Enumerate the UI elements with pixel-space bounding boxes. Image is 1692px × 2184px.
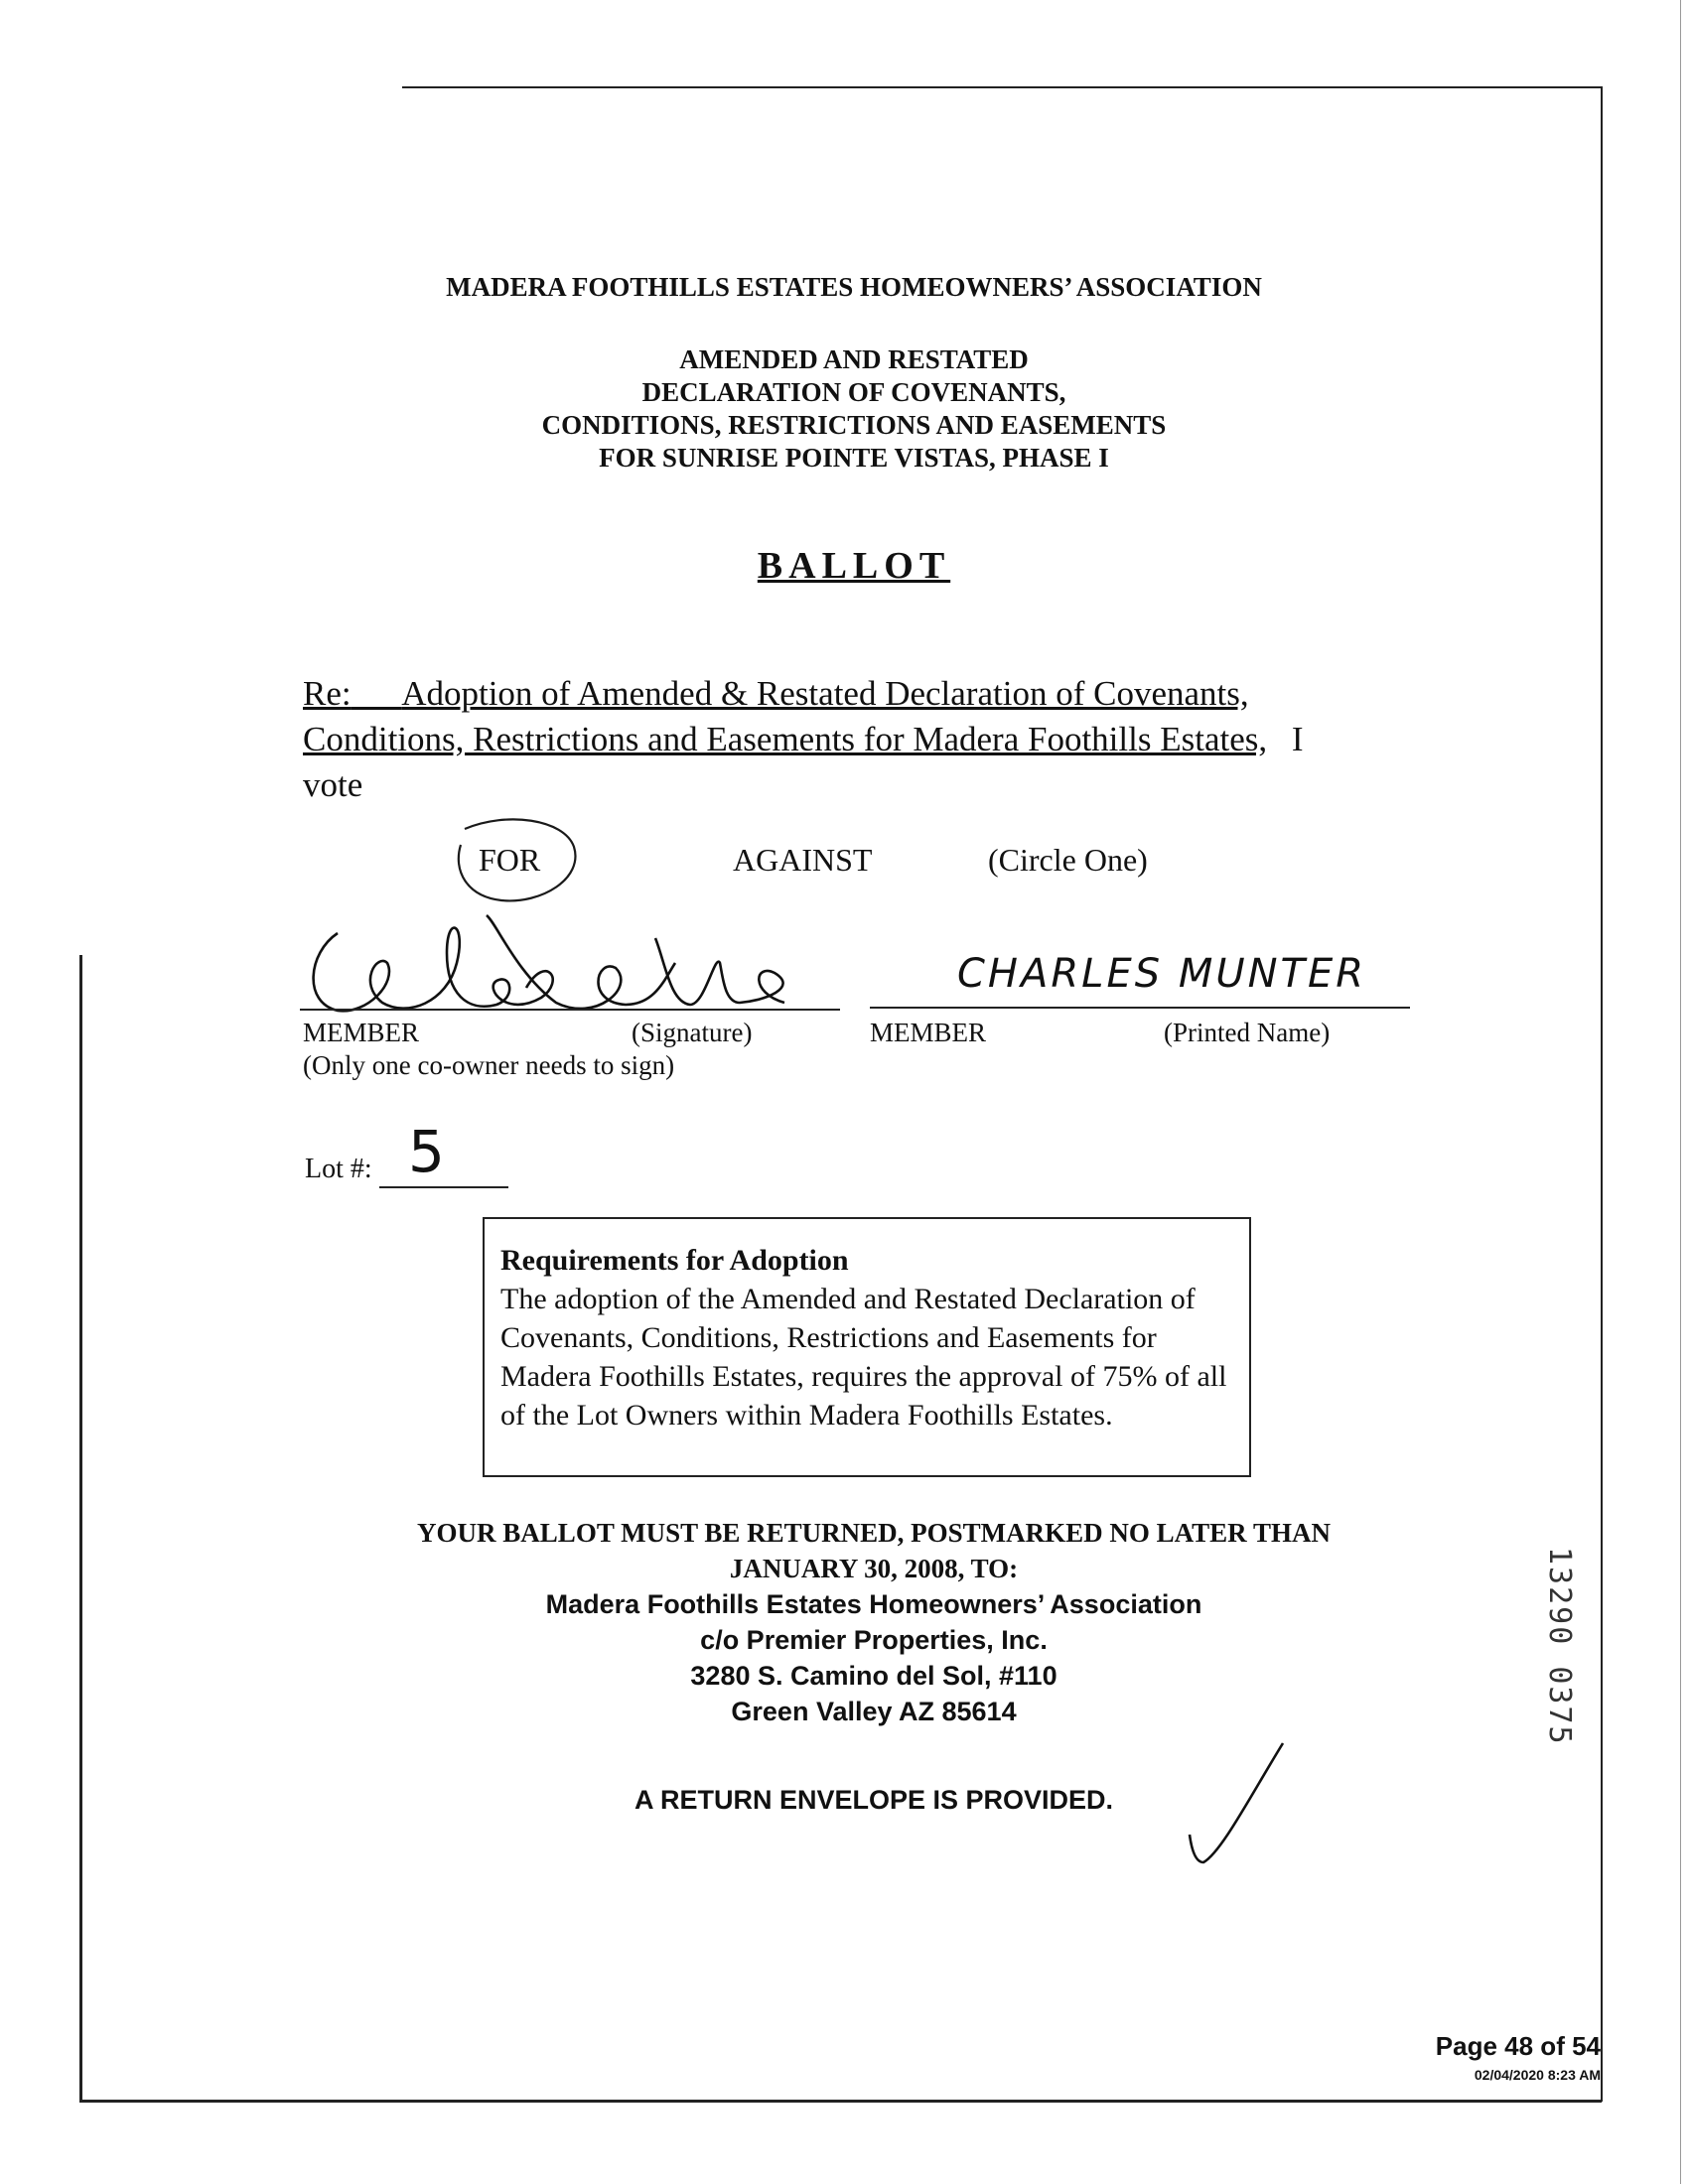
declaration-line: AMENDED AND RESTATED [679,344,1029,374]
signature-line [300,1009,840,1011]
member-signature [298,893,854,1032]
return-address-line: Madera Foothills Estates Homeowners’ Association [545,1589,1202,1619]
page-number: Page 48 of 54 [1435,2031,1601,2061]
page-frame-top [402,86,1602,88]
member-printed-label: MEMBER [870,1018,987,1047]
printed-name-value: CHARLES MUNTER [957,951,1367,997]
return-envelope-note: A RETURN ENVELOPE IS PROVIDED. [634,1785,1114,1815]
lot-value: 5 [408,1118,445,1185]
resolution-line-2-text: Conditions, Restrictions and Easements for Madera Foothills Estates, [303,720,1268,758]
declaration-title [298,343,1410,475]
page-frame-right [1601,86,1603,2102]
lot-number-handwriting [402,1110,482,1189]
return-address-line: c/o Premier Properties, Inc. [700,1625,1048,1655]
requirements-box [483,1217,1251,1477]
vote-option-against[interactable]: AGAINST [733,842,873,878]
resolution-line-2-tail: I [1291,720,1304,758]
printed-name-caption: (Printed Name) [1164,1018,1331,1047]
resolution-line-1 [303,671,1435,717]
check-mark [1182,1735,1291,1874]
page-frame-bottom [79,2100,1602,2103]
signature-caption: (Signature) [632,1018,753,1047]
page-timestamp: 02/04/2020 8:23 AM [1474,2067,1601,2083]
declaration-line: CONDITIONS, RESTRICTIONS AND EASEMENTS [541,410,1167,440]
declaration-line: DECLARATION OF COVENANTS, [641,377,1066,407]
return-address-line: 3280 S. Camino del Sol, #110 [690,1661,1058,1691]
return-instructions [298,1515,1450,1729]
page-frame-left [79,955,82,2102]
ballot-title: BALLOT [757,545,951,587]
return-deadline-line-2: JANUARY 30, 2008, TO: [729,1554,1019,1583]
scan-edge-line [1680,0,1681,2184]
return-address-line: Green Valley AZ 85614 [731,1697,1017,1726]
co-owner-note: (Only one co-owner needs to sign) [303,1050,675,1080]
resolution-line-3: vote [303,765,363,804]
printed-name-handwriting [953,941,1410,1011]
lot-field-line [379,1186,508,1188]
requirements-body: The adoption of the Amended and Restated Declaration of Covenants, Conditions, Restrictions and Easements for Madera Foothills Estates, requires the approval of 75% of all of the Lot Owners within Madera Foothills Estates. [500,1283,1227,1432]
printed-name-line [870,1007,1410,1009]
return-deadline-line-1: YOUR BALLOT MUST BE RETURNED, POSTMARKED NO LATER THAN [417,1518,1331,1548]
recording-stamp: 13290 0375 [1542,1547,1577,1746]
vote-instruction: (Circle One) [988,842,1148,878]
member-signature-label: MEMBER [303,1018,420,1047]
lot-label: Lot #: [305,1154,372,1184]
resolution-line-2 [303,717,1435,762]
declaration-line: FOR SUNRISE POINTE VISTAS, PHASE I [599,443,1109,473]
requirements-title: Requirements for Adoption [500,1244,849,1277]
vote-option-for[interactable]: FOR [479,842,541,878]
resolution-text [303,671,1435,808]
association-name: MADERA FOOTHILLS ESTATES HOMEOWNERS’ ASSOCIATION [446,272,1262,302]
re-label: Re: [303,674,352,713]
resolution-line-1-text: Adoption of Amended & Restated Declaration of Covenants, [401,674,1249,713]
